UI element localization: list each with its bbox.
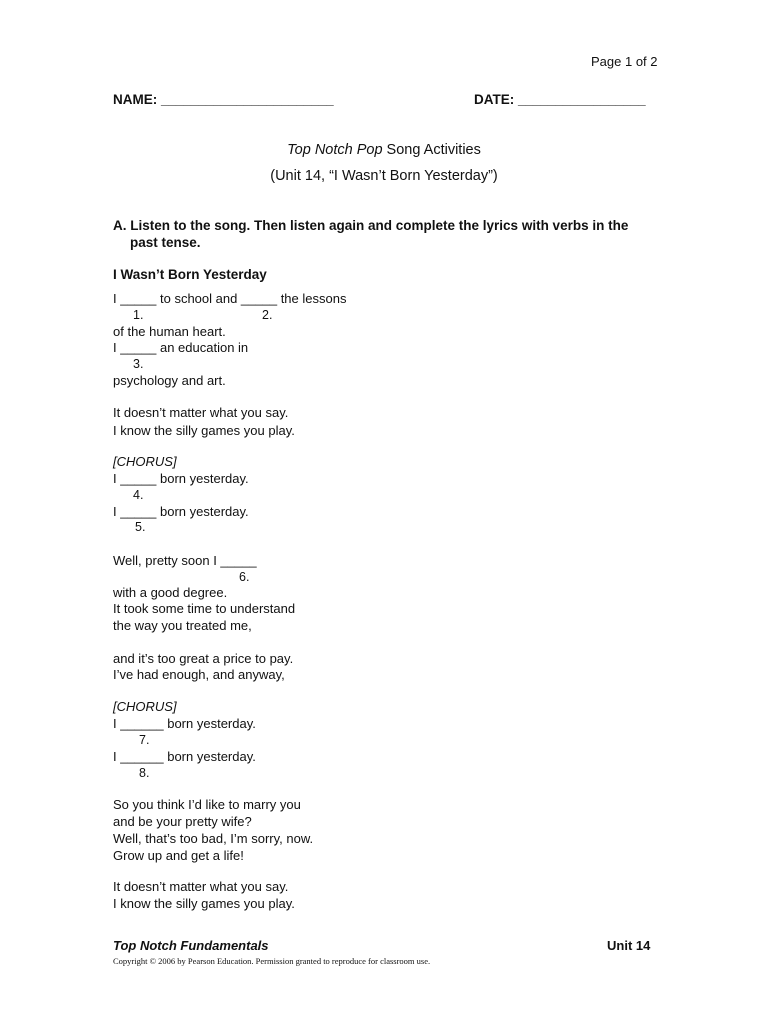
lyric-line: and it’s too great a price to pay. [113, 651, 294, 666]
footer-book-title: Top Notch Fundamentals [113, 938, 269, 953]
lyric-line: I _____ born yesterday. [113, 471, 249, 486]
lyric-line: Grow up and get a life! [113, 848, 244, 863]
lyric-line: the way you treated me, [113, 618, 252, 633]
lyric-line: I’ve had enough, and anyway, [113, 667, 285, 682]
blank-number: 2. [262, 308, 273, 322]
lyric-line: I ______ born yesterday. [113, 749, 256, 764]
blank-number: 5. [135, 520, 146, 534]
lyric-line: It took some time to understand [113, 601, 296, 616]
title-italic: Top Notch Pop [287, 142, 383, 158]
chorus-label: [CHORUS] [113, 454, 177, 469]
instructions [113, 217, 653, 251]
lyric-line: Well, pretty soon I _____ [113, 553, 257, 568]
lyric-line: psychology and art. [113, 373, 226, 388]
blank-number: 4. [133, 488, 144, 502]
lyric-line: I ______ born yesterday. [113, 716, 256, 731]
worksheet-subtitle: (Unit 14, “I Wasn’t Born Yesterday”) [270, 168, 498, 184]
lyric-line: It doesn’t matter what you say. [113, 879, 289, 894]
name-field: NAME: _______________________ [113, 92, 334, 107]
blank-number: 6. [239, 570, 250, 584]
title-rest: Song Activities [382, 142, 481, 158]
chorus-label: [CHORUS] [113, 699, 177, 714]
blank-number: 3. [133, 357, 144, 371]
lyric-line: of the human heart. [113, 324, 226, 339]
lyric-line: and be your pretty wife? [113, 814, 252, 829]
lyric-line: It doesn’t matter what you say. [113, 405, 289, 420]
footer-unit: Unit 14 [607, 938, 651, 953]
lyric-line: I know the silly games you play. [113, 896, 295, 911]
lyric-line: So you think I’d like to marry you [113, 797, 301, 812]
lyric-line: I know the silly games you play. [113, 423, 295, 438]
worksheet-title [0, 142, 768, 158]
instructions-line2: past tense. [130, 235, 201, 250]
copyright-notice: Copyright © 2006 by Pearson Education. Permission granted to reproduce for classroom use. [113, 956, 431, 966]
lyric-line: I _____ an education in [113, 340, 249, 355]
page-number: Page 1 of 2 [591, 54, 658, 69]
instructions-line1: A. Listen to the song. Then listen again and complete the lyrics with verbs in the [113, 218, 629, 233]
lyric-line: I _____ to school and _____ the lessons [113, 291, 347, 306]
blank-number: 7. [139, 733, 150, 747]
blank-number: 1. [133, 308, 144, 322]
lyric-line: I _____ born yesterday. [113, 504, 249, 519]
date-field: DATE: _________________ [474, 92, 646, 107]
lyric-line: Well, that’s too bad, I’m sorry, now. [113, 831, 314, 846]
song-title: I Wasn’t Born Yesterday [113, 267, 267, 282]
blank-number: 8. [139, 766, 150, 780]
lyric-line: with a good degree. [113, 585, 228, 600]
